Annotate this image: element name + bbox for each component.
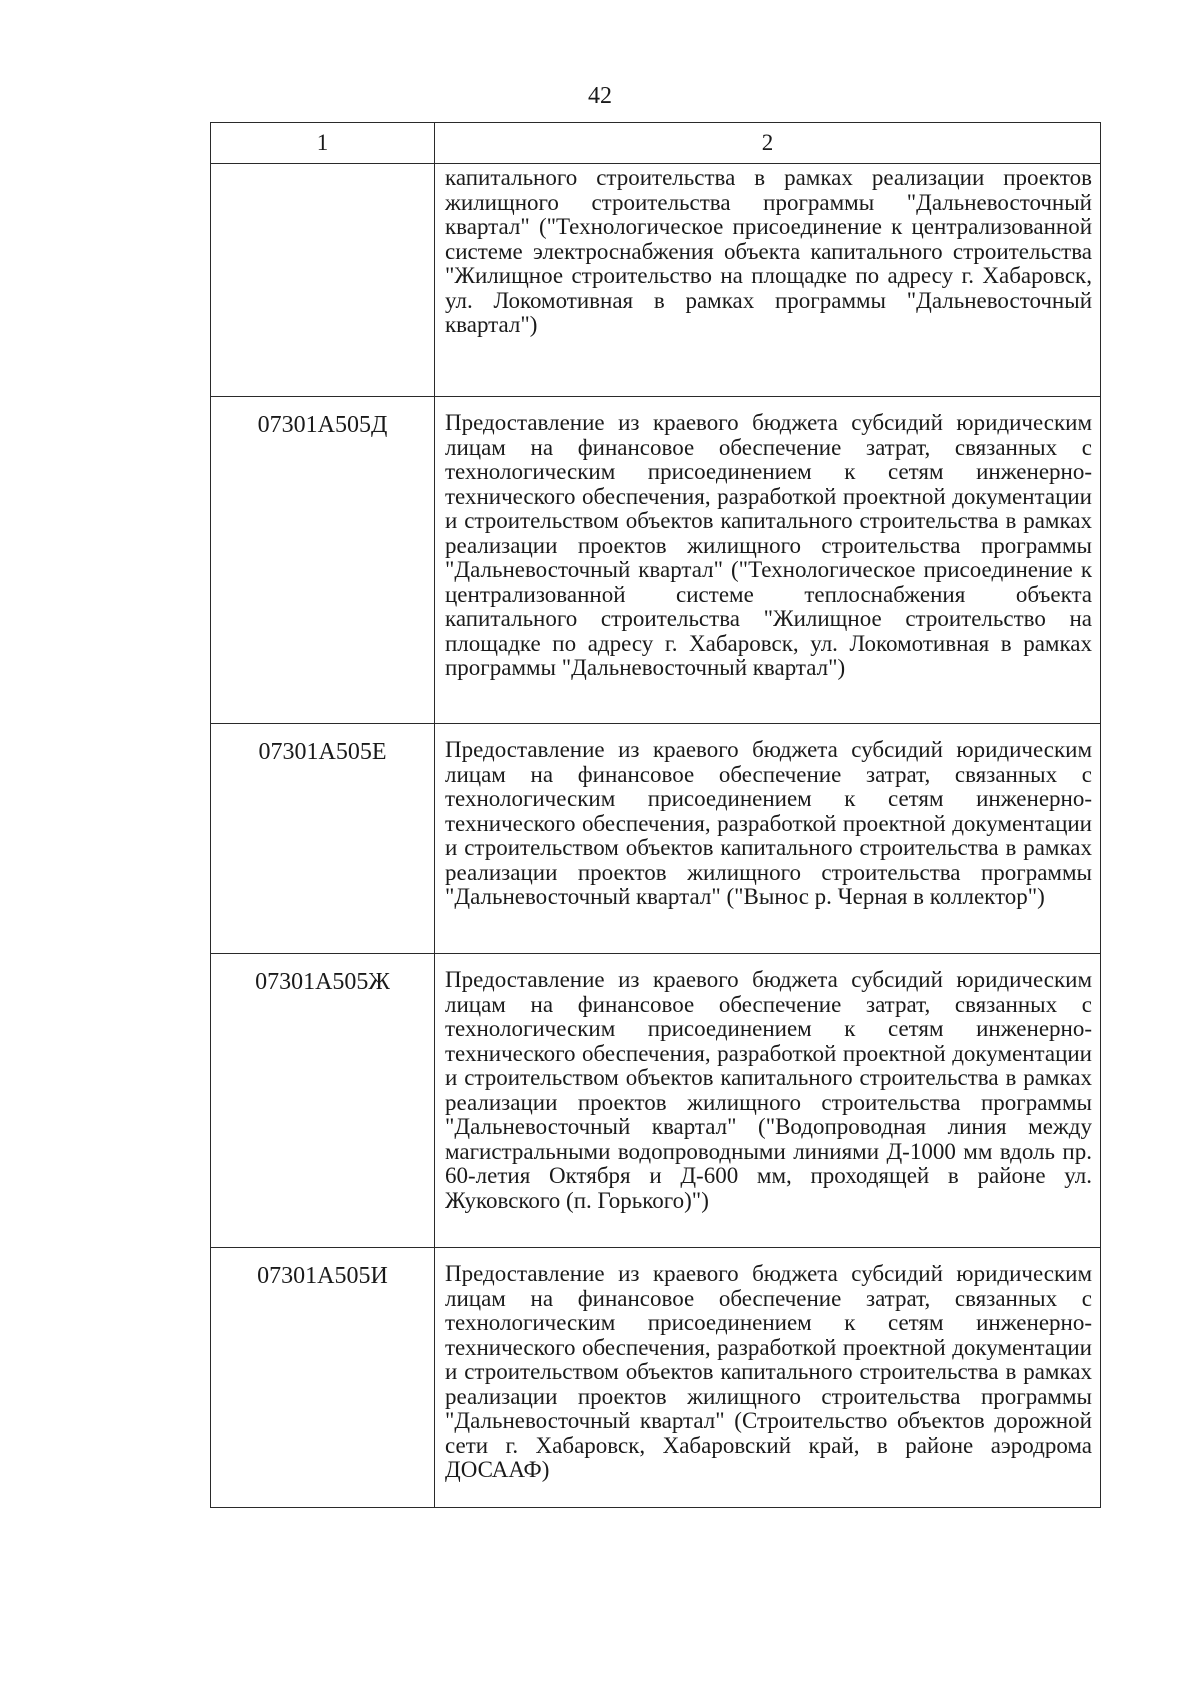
table-row (211, 724, 1101, 954)
table-header-row (211, 123, 1101, 164)
code-cell: 07301А505И (211, 1248, 435, 1508)
code-cell: 07301А505Е (211, 724, 435, 954)
description-cell: капитального строительства в рамках реализации проектов жилищного строительства программы "Дальневосточный квартал" ("Технологическое присоединение к централизованной системе электроснабжения объекта капитального строительства "Жилищное строительство на площадке по адресу г. Хабаровск, ул. Локомотивная в рамках программы "Дальневосточный квартал") (435, 164, 1101, 397)
table-row (211, 164, 1101, 397)
code-cell: 07301А505Д (211, 397, 435, 724)
code-cell: 07301А505Ж (211, 954, 435, 1248)
table-row (211, 1248, 1101, 1508)
page-number: 42 (588, 83, 612, 109)
description-cell: Предоставление из краевого бюджета субсидий юридическим лицам на финансовое обеспечение затрат, связанных с технологическим присоединением к сетям инженерно-технического обеспечения, разработкой проектной документации и строительством объектов капитального строительства в рамках реализации проектов жилищного строительства программы "Дальневосточный квартал" ("Вынос р. Черная в коллектор") (435, 724, 1101, 954)
description-cell: Предоставление из краевого бюджета субсидий юридическим лицам на финансовое обеспечение затрат, связанных с технологическим присоединением к сетям инженерно-технического обеспечения, разработкой проектной документации и строительством объектов капитального строительства в рамках реализации проектов жилищного строительства программы "Дальневосточный квартал" (Строительство объектов дорожной сети г. Хабаровск, Хабаровский край, в районе аэродрома ДОСААФ) (435, 1248, 1101, 1508)
column-header-1: 1 (211, 123, 435, 164)
budget-code-table (210, 122, 1101, 1508)
table-row (211, 954, 1101, 1248)
code-cell (211, 164, 435, 397)
column-header-2: 2 (435, 123, 1101, 164)
table-row (211, 397, 1101, 724)
description-cell: Предоставление из краевого бюджета субсидий юридическим лицам на финансовое обеспечение затрат, связанных с технологическим присоединением к сетям инженерно-технического обеспечения, разработкой проектной документации и строительством объектов капитального строительства в рамках реализации проектов жилищного строительства программы "Дальневосточный квартал" ("Водопроводная линия между магистральными водопроводными линиями Д-1000 мм вдоль пр. 60-летия Октября и Д-600 мм, проходящей в районе ул. Жуковского (п. Горького)") (435, 954, 1101, 1248)
description-cell: Предоставление из краевого бюджета субсидий юридическим лицам на финансовое обеспечение затрат, связанных с технологическим присоединением к сетям инженерно-технического обеспечения, разработкой проектной документации и строительством объектов капитального строительства в рамках реализации проектов жилищного строительства программы "Дальневосточный квартал" ("Технологическое присоединение к централизованной системе теплоснабжения объекта капитального строительства "Жилищное строительство на площадке по адресу г. Хабаровск, ул. Локомотивная в рамках программы "Дальневосточный квартал") (435, 397, 1101, 724)
